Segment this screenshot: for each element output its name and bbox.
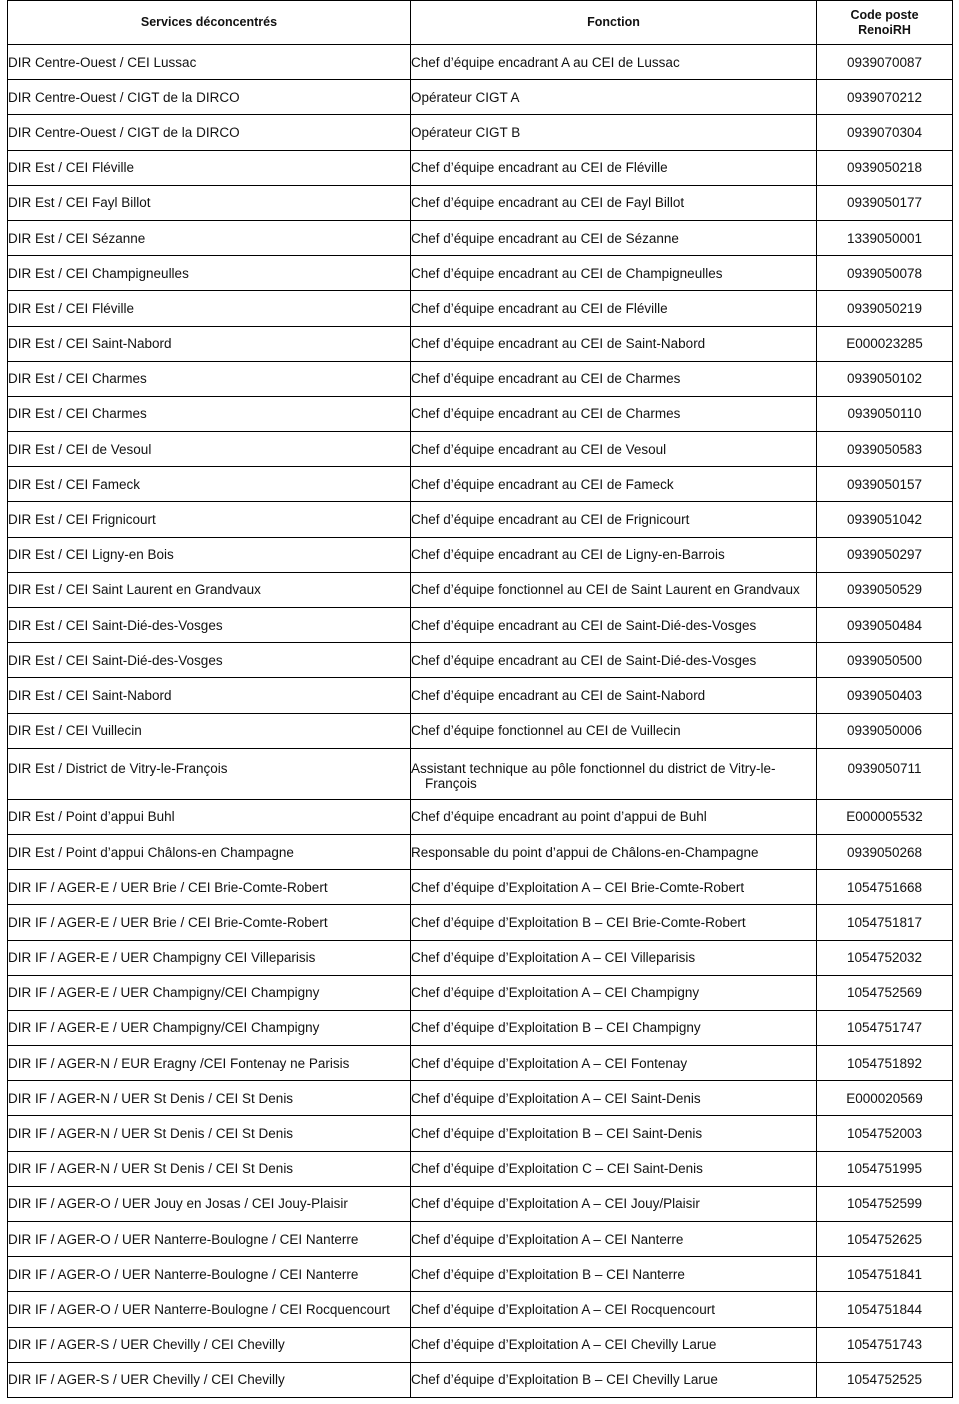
cell-fonction: Chef d’équipe encadrant au CEI de Saint-Dié-des-Vosges <box>411 643 817 678</box>
cell-code-poste: 0939050711 <box>817 748 953 799</box>
cell-fonction: Chef d’équipe d’Exploitation B – CEI Brie-Comte-Robert <box>411 905 817 940</box>
cell-fonction: Chef d’équipe encadrant au CEI de Fléville <box>411 150 817 185</box>
cell-service: DIR Centre-Ouest / CIGT de la DIRCO <box>8 115 411 150</box>
cell-service: DIR Est / CEI Sézanne <box>8 220 411 255</box>
cell-code-poste: E000005532 <box>817 799 953 834</box>
cell-code-poste: 1054752599 <box>817 1186 953 1221</box>
table-row <box>8 1116 953 1151</box>
cell-fonction: Chef d’équipe fonctionnel au CEI de Vuillecin <box>411 713 817 748</box>
table-row <box>8 1186 953 1221</box>
cell-fonction: Chef d’équipe encadrant au CEI de Charmes <box>411 396 817 431</box>
table-row <box>8 1257 953 1292</box>
cell-service: DIR Est / CEI Saint Laurent en Grandvaux <box>8 572 411 607</box>
cell-service: DIR IF / AGER-O / UER Nanterre-Boulogne / CEI Nanterre <box>8 1222 411 1257</box>
table-row <box>8 1362 953 1397</box>
cell-code-poste: E000020569 <box>817 1081 953 1116</box>
cell-service: DIR IF / AGER-E / UER Champigny CEI Villeparisis <box>8 940 411 975</box>
cell-fonction: Chef d’équipe encadrant au CEI de Saint-Dié-des-Vosges <box>411 608 817 643</box>
cell-service: DIR IF / AGER-N / EUR Eragny /CEI Fontenay ne Parisis <box>8 1046 411 1081</box>
cell-code-poste: 1054751844 <box>817 1292 953 1327</box>
cell-service: DIR IF / AGER-O / UER Nanterre-Boulogne / CEI Rocquencourt <box>8 1292 411 1327</box>
cell-service: DIR IF / AGER-E / UER Champigny/CEI Champigny <box>8 1010 411 1045</box>
cell-code-poste: 0939050484 <box>817 608 953 643</box>
table-row <box>8 1046 953 1081</box>
cell-fonction: Chef d’équipe encadrant au CEI de Charmes <box>411 361 817 396</box>
cell-fonction: Chef d’équipe encadrant au CEI de Saint-Nabord <box>411 326 817 361</box>
cell-code-poste: 1054752625 <box>817 1222 953 1257</box>
table-row <box>8 537 953 572</box>
table-row <box>8 678 953 713</box>
cell-code-poste: 0939050078 <box>817 256 953 291</box>
table-body <box>8 45 953 1398</box>
cell-service: DIR Est / CEI Fameck <box>8 467 411 502</box>
cell-fonction: Chef d’équipe d’Exploitation B – CEI Nanterre <box>411 1257 817 1292</box>
cell-fonction: Chef d’équipe d’Exploitation A – CEI Villeparisis <box>411 940 817 975</box>
cell-service: DIR Est / CEI Saint-Dié-des-Vosges <box>8 643 411 678</box>
cell-fonction: Chef d’équipe d’Exploitation A – CEI Brie-Comte-Robert <box>411 870 817 905</box>
cell-code-poste: 1054751892 <box>817 1046 953 1081</box>
cell-fonction: Chef d’équipe encadrant au CEI de Sézanne <box>411 220 817 255</box>
header-code-poste <box>817 1 953 45</box>
cell-service: DIR IF / AGER-O / UER Nanterre-Boulogne / CEI Nanterre <box>8 1257 411 1292</box>
cell-fonction: Opérateur CIGT B <box>411 115 817 150</box>
table-row <box>8 45 953 80</box>
cell-service: DIR Est / CEI Saint-Nabord <box>8 326 411 361</box>
header-code-line1: Code poste <box>850 7 919 22</box>
cell-service: DIR Est / CEI Fayl Billot <box>8 185 411 220</box>
cell-fonction: Chef d’équipe encadrant au CEI de Vesoul <box>411 432 817 467</box>
table-row <box>8 326 953 361</box>
table-row <box>8 905 953 940</box>
cell-service: DIR IF / AGER-N / UER St Denis / CEI St Denis <box>8 1151 411 1186</box>
table-row <box>8 799 953 834</box>
cell-fonction: Chef d’équipe d’Exploitation A – CEI Rocquencourt <box>411 1292 817 1327</box>
cell-fonction: Opérateur CIGT A <box>411 80 817 115</box>
cell-fonction <box>411 748 817 799</box>
cell-service: DIR Est / CEI Ligny-en Bois <box>8 537 411 572</box>
cell-code-poste: 0939050268 <box>817 834 953 869</box>
table-row <box>8 1151 953 1186</box>
cell-fonction: Chef d’équipe fonctionnel au CEI de Saint Laurent en Grandvaux <box>411 572 817 607</box>
table-row <box>8 291 953 326</box>
cell-fonction: Chef d’équipe d’Exploitation A – CEI Chevilly Larue <box>411 1327 817 1362</box>
cell-fonction: Chef d’équipe d’Exploitation A – CEI Fontenay <box>411 1046 817 1081</box>
cell-code-poste: 0939070087 <box>817 45 953 80</box>
cell-fonction: Responsable du point d’appui de Châlons-en-Champagne <box>411 834 817 869</box>
cell-fonction: Chef d’équipe d’Exploitation B – CEI Chevilly Larue <box>411 1362 817 1397</box>
table-row <box>8 748 953 799</box>
cell-fonction: Chef d’équipe d’Exploitation A – CEI Saint-Denis <box>411 1081 817 1116</box>
table-row <box>8 115 953 150</box>
cell-service: DIR Est / District de Vitry-le-François <box>8 748 411 799</box>
table-row <box>8 713 953 748</box>
cell-fonction: Chef d’équipe encadrant au CEI de Saint-Nabord <box>411 678 817 713</box>
table-row <box>8 940 953 975</box>
cell-code-poste: 0939070212 <box>817 80 953 115</box>
table-row <box>8 1081 953 1116</box>
cell-code-poste: 0939050102 <box>817 361 953 396</box>
cell-code-poste: 0939050500 <box>817 643 953 678</box>
cell-code-poste: 0939050297 <box>817 537 953 572</box>
table-row <box>8 502 953 537</box>
table-row <box>8 432 953 467</box>
table-row <box>8 834 953 869</box>
cell-code-poste: 0939050529 <box>817 572 953 607</box>
cell-service: DIR Est / CEI Frignicourt <box>8 502 411 537</box>
cell-fonction-text: Assistant technique au pôle fonctionnel du district de Vitry-le-François <box>411 760 776 791</box>
header-services: Services déconcentrés <box>8 1 411 45</box>
cell-code-poste: 1054751743 <box>817 1327 953 1362</box>
cell-code-poste: 0939050583 <box>817 432 953 467</box>
cell-service: DIR IF / AGER-O / UER Jouy en Josas / CEI Jouy-Plaisir <box>8 1186 411 1221</box>
cell-code-poste: 1054752003 <box>817 1116 953 1151</box>
cell-code-poste: 0939070304 <box>817 115 953 150</box>
cell-service: DIR Est / Point d’appui Buhl <box>8 799 411 834</box>
table-row <box>8 150 953 185</box>
cell-fonction: Chef d’équipe encadrant au CEI de Champigneulles <box>411 256 817 291</box>
cell-fonction: Chef d’équipe encadrant A au CEI de Lussac <box>411 45 817 80</box>
cell-fonction: Chef d’équipe encadrant au CEI de Frignicourt <box>411 502 817 537</box>
cell-fonction: Chef d’équipe d’Exploitation C – CEI Saint-Denis <box>411 1151 817 1186</box>
table-row <box>8 1222 953 1257</box>
table-row <box>8 643 953 678</box>
cell-service: DIR Est / CEI Champigneulles <box>8 256 411 291</box>
cell-code-poste: 0939050006 <box>817 713 953 748</box>
table-row <box>8 220 953 255</box>
cell-code-poste: 0939050177 <box>817 185 953 220</box>
cell-code-poste: 1054751995 <box>817 1151 953 1186</box>
cell-code-poste: 1054751668 <box>817 870 953 905</box>
table-row <box>8 1010 953 1045</box>
cell-service: DIR IF / AGER-N / UER St Denis / CEI St Denis <box>8 1116 411 1151</box>
cell-fonction: Chef d’équipe encadrant au CEI de Fléville <box>411 291 817 326</box>
cell-code-poste: 1054751841 <box>817 1257 953 1292</box>
table-row <box>8 608 953 643</box>
cell-fonction: Chef d’équipe d’Exploitation B – CEI Saint-Denis <box>411 1116 817 1151</box>
cell-service: DIR Centre-Ouest / CIGT de la DIRCO <box>8 80 411 115</box>
table-row <box>8 870 953 905</box>
cell-service: DIR Est / CEI de Vesoul <box>8 432 411 467</box>
cell-code-poste: 0939050110 <box>817 396 953 431</box>
cell-code-poste: 1054751747 <box>817 1010 953 1045</box>
cell-fonction: Chef d’équipe d’Exploitation A – CEI Champigny <box>411 975 817 1010</box>
table-row <box>8 467 953 502</box>
table-row <box>8 361 953 396</box>
cell-code-poste: 1339050001 <box>817 220 953 255</box>
cell-service: DIR IF / AGER-E / UER Brie / CEI Brie-Comte-Robert <box>8 905 411 940</box>
table-row <box>8 185 953 220</box>
cell-service: DIR IF / AGER-E / UER Champigny/CEI Champigny <box>8 975 411 1010</box>
cell-fonction: Chef d’équipe encadrant au CEI de Ligny-en-Barrois <box>411 537 817 572</box>
cell-fonction: Chef d’équipe d’Exploitation B – CEI Champigny <box>411 1010 817 1045</box>
cell-fonction: Chef d’équipe d’Exploitation A – CEI Nanterre <box>411 1222 817 1257</box>
cell-service: DIR IF / AGER-S / UER Chevilly / CEI Chevilly <box>8 1362 411 1397</box>
cell-code-poste: 1054752569 <box>817 975 953 1010</box>
postes-table <box>7 0 953 1398</box>
table-row <box>8 1327 953 1362</box>
cell-service: DIR IF / AGER-S / UER Chevilly / CEI Chevilly <box>8 1327 411 1362</box>
cell-code-poste: 0939050219 <box>817 291 953 326</box>
cell-code-poste: 0939051042 <box>817 502 953 537</box>
header-fonction: Fonction <box>411 1 817 45</box>
cell-service: DIR IF / AGER-E / UER Brie / CEI Brie-Comte-Robert <box>8 870 411 905</box>
cell-service: DIR Est / CEI Fléville <box>8 291 411 326</box>
table-row <box>8 975 953 1010</box>
table-header-row <box>8 1 953 45</box>
table-row <box>8 1292 953 1327</box>
cell-service: DIR Est / Point d’appui Châlons-en Champagne <box>8 834 411 869</box>
table-row <box>8 80 953 115</box>
cell-service: DIR Est / CEI Saint-Nabord <box>8 678 411 713</box>
cell-code-poste: 0939050157 <box>817 467 953 502</box>
cell-service: DIR Est / CEI Vuillecin <box>8 713 411 748</box>
cell-service: DIR Centre-Ouest / CEI Lussac <box>8 45 411 80</box>
cell-fonction: Chef d’équipe encadrant au point d’appui de Buhl <box>411 799 817 834</box>
header-code-line2: RenoiRH <box>858 22 911 37</box>
cell-fonction: Chef d’équipe encadrant au CEI de Fameck <box>411 467 817 502</box>
cell-code-poste: 0939050403 <box>817 678 953 713</box>
cell-fonction: Chef d’équipe encadrant au CEI de Fayl Billot <box>411 185 817 220</box>
cell-fonction: Chef d’équipe d’Exploitation A – CEI Jouy/Plaisir <box>411 1186 817 1221</box>
cell-service: DIR Est / CEI Saint-Dié-des-Vosges <box>8 608 411 643</box>
cell-code-poste: 1054751817 <box>817 905 953 940</box>
cell-code-poste: 0939050218 <box>817 150 953 185</box>
cell-service: DIR Est / CEI Charmes <box>8 361 411 396</box>
cell-code-poste: 1054752525 <box>817 1362 953 1397</box>
table-row <box>8 572 953 607</box>
cell-service: DIR Est / CEI Fléville <box>8 150 411 185</box>
table-row <box>8 256 953 291</box>
cell-code-poste: 1054752032 <box>817 940 953 975</box>
cell-code-poste: E000023285 <box>817 326 953 361</box>
cell-service: DIR IF / AGER-N / UER St Denis / CEI St Denis <box>8 1081 411 1116</box>
cell-service: DIR Est / CEI Charmes <box>8 396 411 431</box>
table-row <box>8 396 953 431</box>
